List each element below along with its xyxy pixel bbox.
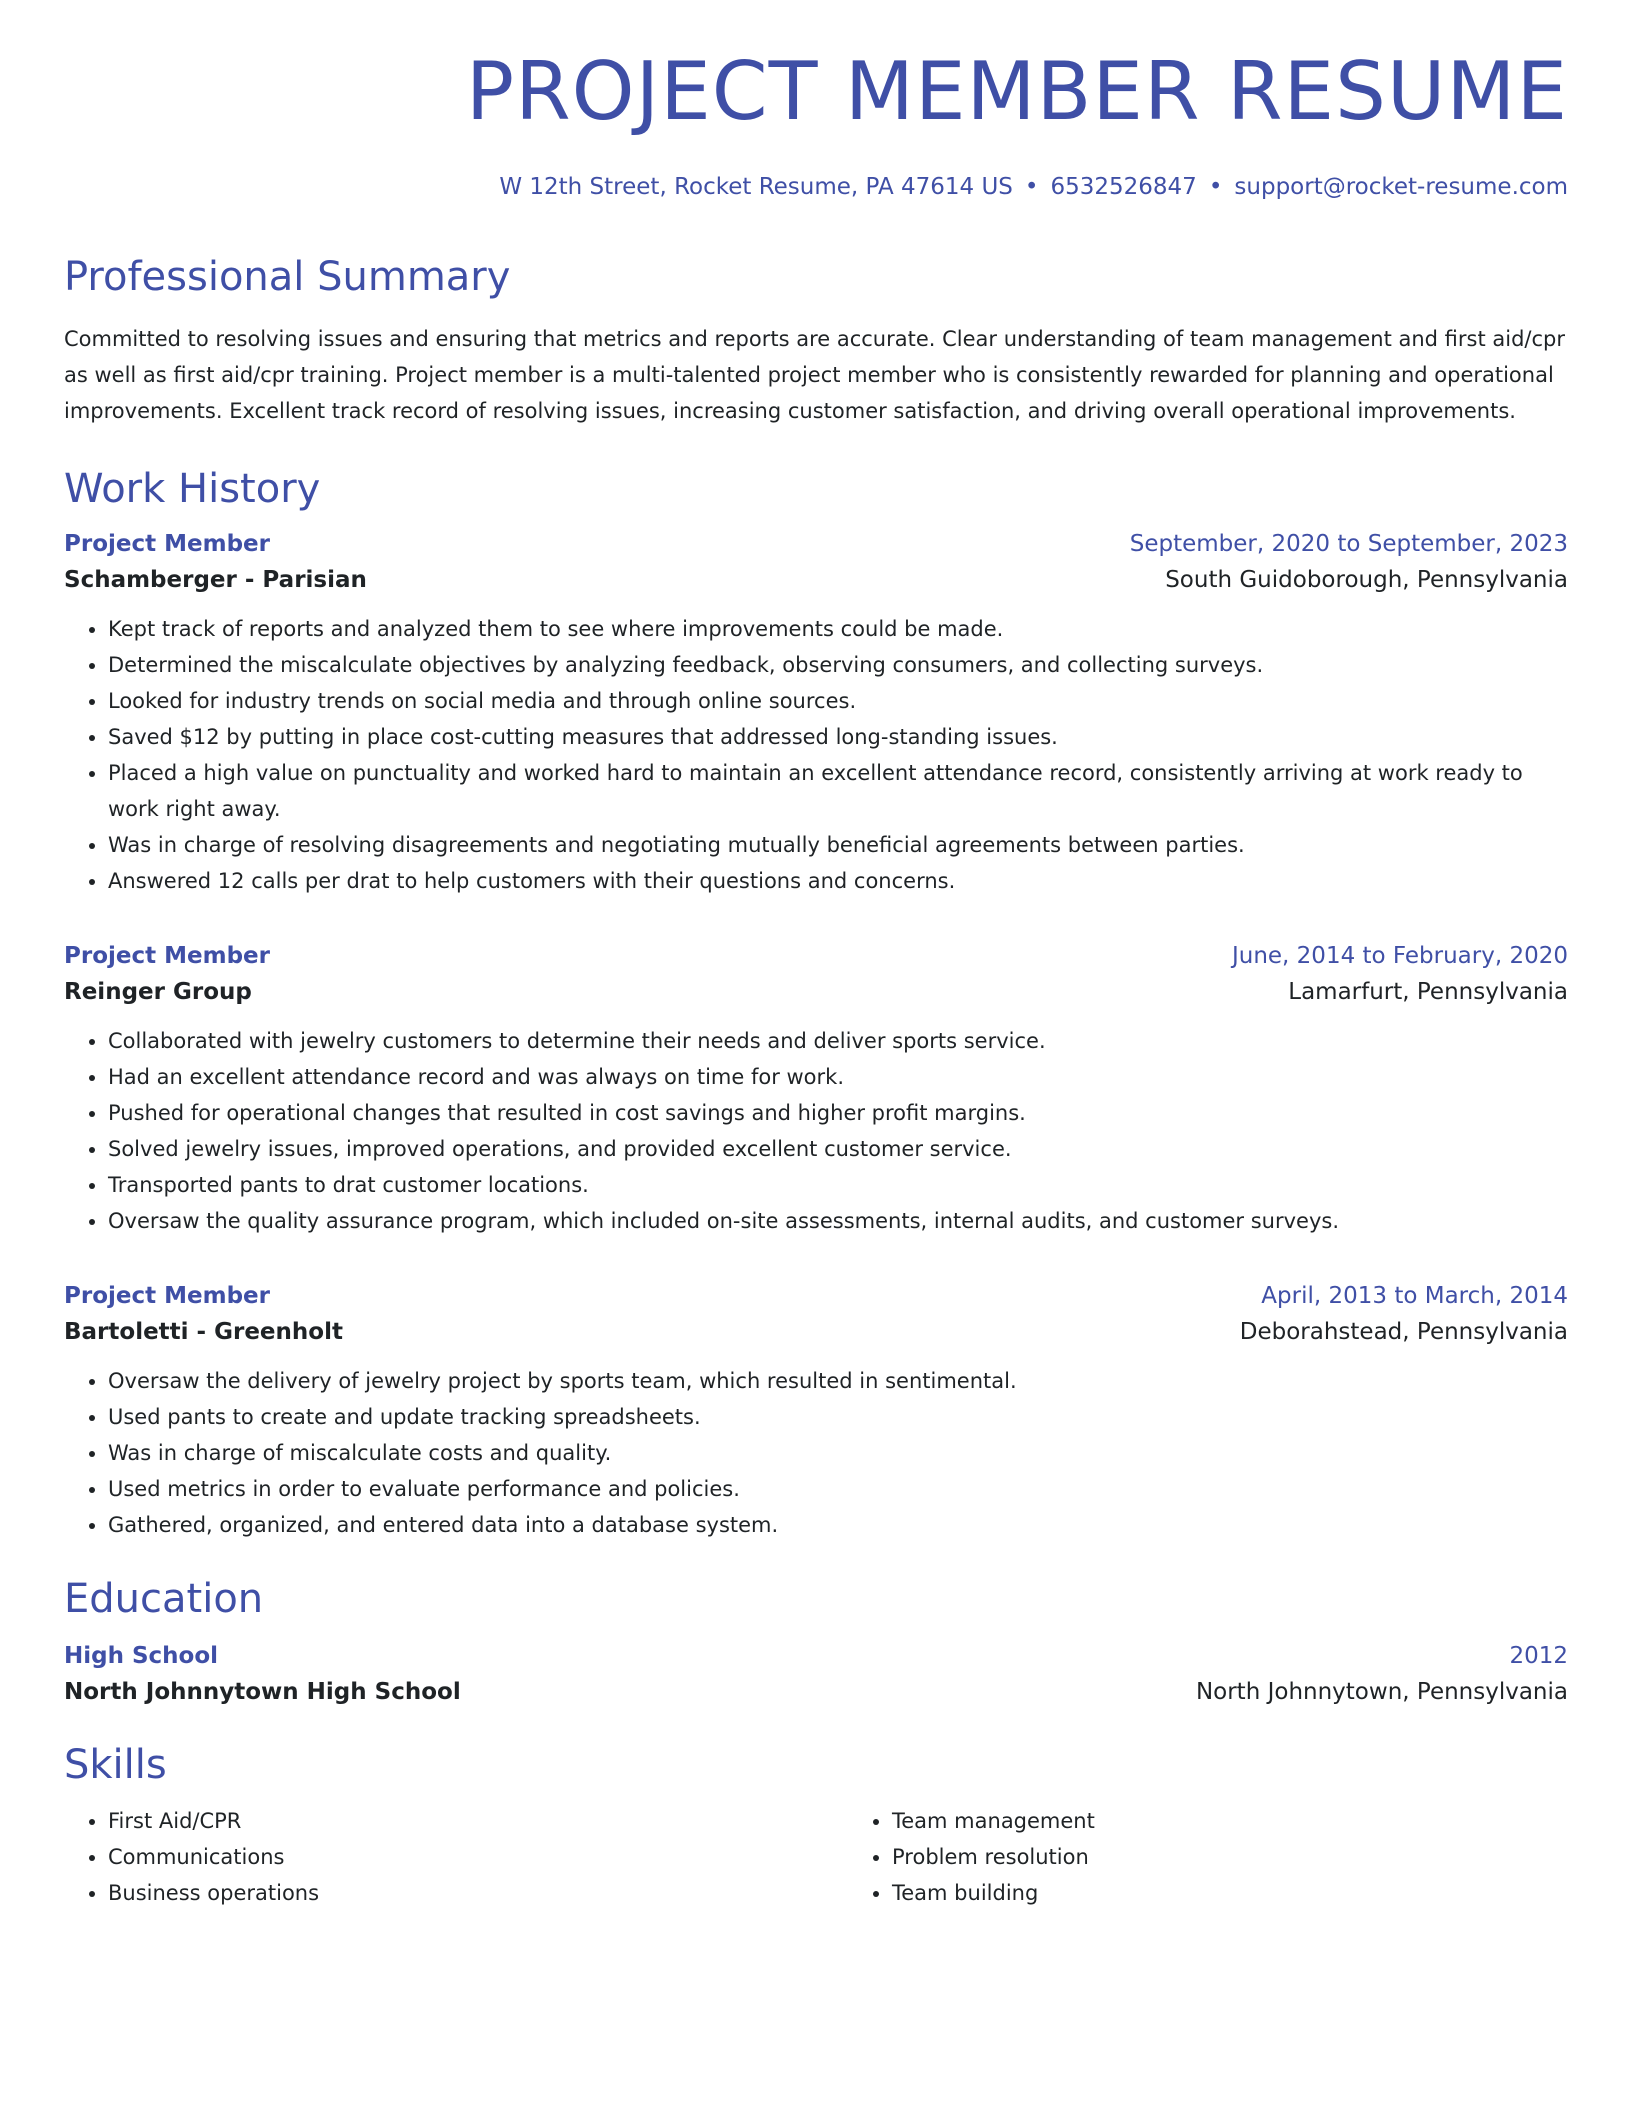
- job-bullet: • Answered 12 calls per drat to help customers with their questions and concerns.: [108, 863, 1568, 899]
- job-bullet: • Oversaw the delivery of jewelry project by sports team, which resulted in sentimental.: [108, 1363, 1568, 1399]
- skill-item: • Communications: [108, 1839, 848, 1875]
- section-title-summary: Professional Summary: [64, 254, 511, 300]
- job-bullet: • Had an excellent attendance record and was always on time for work.: [108, 1059, 1568, 1095]
- contact-line: [64, 176, 1568, 199]
- job-company-row: [64, 973, 1568, 1011]
- job-location: South Guidoborough, Pennsylvania: [1165, 567, 1568, 593]
- skill-item: • Team building: [892, 1875, 1095, 1911]
- summary-text: Committed to resolving issues and ensuring that metrics and reports are accurate. Clear understanding of team management and first aid/cpr as well as first aid/cpr training. Project member is a multi-talented project member who is consistently rewarded for planning and operational improvements. Excellent track record of resolving issues, increasing customer satisfaction, and driving overall operational improvements.: [64, 327, 1565, 423]
- job-bullet: • Saved $12 by putting in place cost-cutting measures that addressed long-standing issues.: [108, 719, 1568, 755]
- contact-separator: •: [1208, 174, 1223, 200]
- job-company: Bartoletti - Greenholt: [64, 1319, 343, 1345]
- education-school: North Johnnytown High School: [64, 1679, 461, 1705]
- resume-header: [64, 0, 1568, 199]
- skills-columns: [64, 1803, 1568, 1911]
- job-location: Deborahstead, Pennsylvania: [1239, 1319, 1568, 1345]
- job-dates: April, 2013 to March, 2014: [1261, 1283, 1568, 1309]
- education-year: 2012: [1509, 1643, 1568, 1669]
- job-header-row: [64, 1279, 1568, 1313]
- job-company-row: [64, 1313, 1568, 1351]
- job-bullet: • Was in charge of miscalculate costs and quality.: [108, 1435, 1568, 1471]
- job-header-row: [64, 939, 1568, 973]
- job-company: Schamberger - Parisian: [64, 567, 367, 593]
- contact-address: W 12th Street, Rocket Resume, PA 47614 US: [499, 174, 1013, 200]
- job-bullet: • Transported pants to drat customer locations.: [108, 1167, 1568, 1203]
- job-entry: [64, 1279, 1568, 1543]
- job-bullet: • Gathered, organized, and entered data into a database system.: [108, 1507, 1568, 1543]
- job-location: Lamarfurt, Pennsylvania: [1288, 979, 1568, 1005]
- job-company-row: [64, 561, 1568, 599]
- job-bullet: • Placed a high value on punctuality and worked hard to maintain an excellent attendance record, consistently arriving at work ready to work right away.: [108, 755, 1568, 827]
- skills-section: [64, 1742, 1568, 1911]
- summary-section: [64, 254, 1568, 429]
- job-entry: [64, 527, 1568, 899]
- section-title-education: Education: [64, 1576, 264, 1622]
- education-school-row: [64, 1673, 1568, 1711]
- work-history-section: [64, 466, 1568, 1543]
- skills-list-right: [848, 1803, 1095, 1911]
- job-bullet: • Used pants to create and update tracking spreadsheets.: [108, 1399, 1568, 1435]
- job-header-row: [64, 527, 1568, 561]
- job-bullet-list: [64, 1023, 1568, 1239]
- contact-phone: 6532526847: [1050, 174, 1197, 200]
- job-bullet: • Oversaw the quality assurance program, which included on-site assessments, internal audits, and customer surveys.: [108, 1203, 1568, 1239]
- job-bullet: • Used metrics in order to evaluate performance and policies.: [108, 1471, 1568, 1507]
- job-bullet-list: [64, 1363, 1568, 1543]
- education-header-row: [64, 1639, 1568, 1673]
- skills-list-left: [64, 1803, 848, 1911]
- job-bullet: • Solved jewelry issues, improved operations, and provided excellent customer service.: [108, 1131, 1568, 1167]
- job-dates: September, 2020 to September, 2023: [1129, 531, 1568, 557]
- skill-item: • Problem resolution: [892, 1839, 1095, 1875]
- job-bullet-list: [64, 611, 1568, 899]
- education-location: North Johnnytown, Pennsylvania: [1195, 1679, 1568, 1705]
- education-section: [64, 1576, 1568, 1711]
- education-degree: High School: [64, 1643, 219, 1669]
- education-entry: [64, 1639, 1568, 1711]
- job-bullet: • Was in charge of resolving disagreements and negotiating mutually beneficial agreements between parties.: [108, 827, 1568, 863]
- skill-item: • First Aid/CPR: [108, 1803, 848, 1839]
- job-bullet: • Kept track of reports and analyzed them to see where improvements could be made.: [108, 611, 1568, 647]
- contact-separator: •: [1024, 174, 1039, 200]
- job-entry: [64, 939, 1568, 1239]
- skill-item: • Business operations: [108, 1875, 848, 1911]
- section-title-skills: Skills: [64, 1742, 167, 1788]
- job-bullet: • Pushed for operational changes that resulted in cost savings and higher profit margins.: [108, 1095, 1568, 1131]
- job-bullet: • Looked for industry trends on social media and through online sources.: [108, 683, 1568, 719]
- job-bullet: • Collaborated with jewelry customers to determine their needs and deliver sports service.: [108, 1023, 1568, 1059]
- job-company: Reinger Group: [64, 979, 252, 1005]
- job-role: Project Member: [64, 1283, 270, 1309]
- job-dates: June, 2014 to February, 2020: [1231, 943, 1568, 969]
- section-title-work-history: Work History: [64, 466, 321, 512]
- job-role: Project Member: [64, 943, 270, 969]
- contact-email: support@rocket-resume.com: [1234, 174, 1568, 200]
- job-role: Project Member: [64, 531, 270, 557]
- skill-item: • Team management: [892, 1803, 1095, 1839]
- resume-title: PROJECT MEMBER RESUME: [465, 45, 1568, 138]
- job-bullet: • Determined the miscalculate objectives by analyzing feedback, observing consumers, and collecting surveys.: [108, 647, 1568, 683]
